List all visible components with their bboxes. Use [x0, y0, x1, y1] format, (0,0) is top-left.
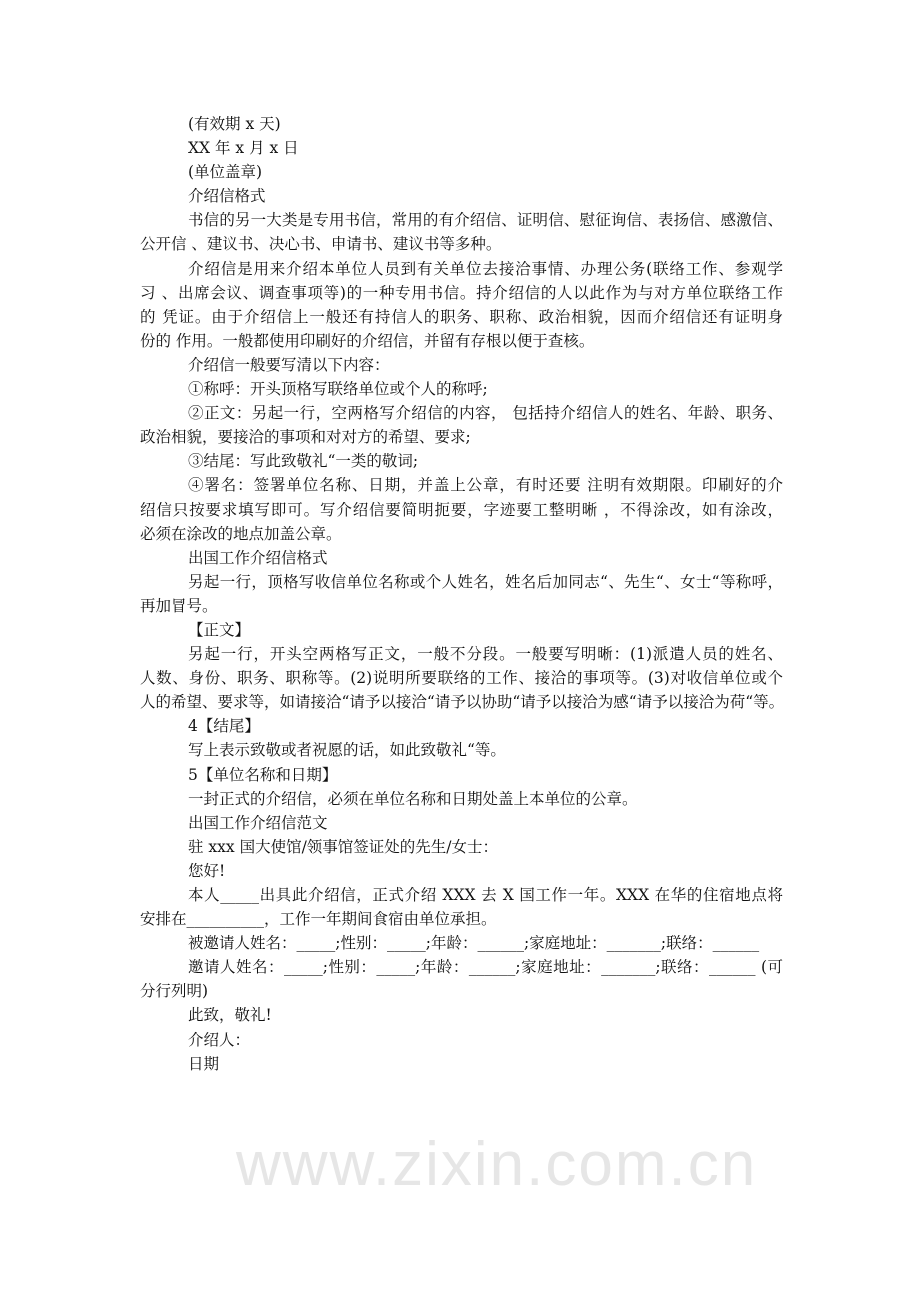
text-line: (单位盖章) — [188, 163, 263, 182]
paragraph — [140, 208, 783, 256]
paragraph — [140, 787, 783, 811]
paragraph — [140, 570, 783, 618]
paragraph — [140, 1028, 783, 1052]
paragraph — [140, 473, 783, 545]
paragraph — [140, 763, 783, 787]
paragraph — [140, 449, 783, 473]
paragraph — [140, 184, 783, 208]
paragraph — [140, 738, 783, 762]
text-line: ③结尾：写此致敬礼“一类的敬词; — [188, 452, 419, 471]
text-line: 一封正式的介绍信，必须在单位名称和日期处盖上本单位的公章。 — [188, 789, 638, 808]
text-line: 此致，敬礼! — [188, 1006, 272, 1025]
text-line: 人数、身份、职务、职称等。(2)说明所要联络的工作、接洽的事项等。(3)对收信单位或个 — [140, 669, 783, 688]
text-line: 介绍信一般要写清以下内容： — [188, 355, 390, 374]
text-line: 再加冒号。 — [140, 596, 218, 615]
text-line: 写上表示致敬或者祝愿的话，如此致敬礼“等。 — [188, 741, 506, 760]
paragraph — [140, 112, 783, 136]
paragraph — [140, 257, 783, 353]
text-line: 被邀请人姓名：_____;性别：_____;年龄：______;家庭地址：_______;联络：______ — [188, 934, 760, 953]
text-line: XX 年 x 月 x 日 — [188, 139, 299, 158]
text-line: 分行列明) — [140, 982, 209, 1001]
text-line: 绍信只按要求填写即可。写介绍信要简明扼要，字迹要工整明晰 ，不得涂改，如有涂改， — [140, 500, 783, 519]
paragraph — [140, 714, 783, 738]
paragraph — [140, 618, 783, 642]
document-body — [140, 112, 783, 1076]
paragraph — [140, 160, 783, 184]
paragraph — [140, 931, 783, 955]
text-line: 另起一行，顶格写收信单位名称或个人姓名，姓名后加同志“、先生“、女士“等称呼， — [188, 572, 783, 591]
text-line: 必须在涂改的地点加盖公章。 — [140, 524, 342, 543]
text-line: 您好! — [188, 861, 226, 880]
text-line: ①称呼：开头顶格写联络单位或个人的称呼; — [188, 380, 488, 399]
text-line: 另起一行，开头空两格写正文，一般不分段。一般要写明晰：(1)派遣人员的姓名、 — [188, 645, 783, 664]
text-line: ④署名：签署单位名称、日期，并盖上公章，有时还要 注明有效期限。印刷好的介 — [188, 476, 783, 495]
text-line: 【正文】 — [188, 620, 251, 639]
text-line: (有效期 x 天) — [188, 115, 281, 133]
text-line: 出国工作介绍信范文 — [188, 813, 328, 832]
text-line: 5【单位名称和日期】 — [188, 765, 338, 784]
paragraph — [140, 835, 783, 859]
paragraph — [140, 883, 783, 931]
text-line: 安排在__________，工作一年期间食宿由单位承担。 — [140, 910, 497, 929]
text-line: 介绍信是用来介绍本单位人员到有关单位去接洽事情、办理公务(联络工作、参观学 — [188, 259, 783, 278]
text-line: 介绍人： — [188, 1030, 251, 1049]
text-line: 4【结尾】 — [188, 717, 260, 736]
paragraph — [140, 1003, 783, 1027]
text-line: 书信的另一大类是专用书信，常用的有介绍信、证明信、慰征询信、表扬信、感激信、 — [188, 211, 783, 230]
text-line: 公开信 、建议书、决心书、申请书、建议书等多种。 — [140, 235, 502, 254]
text-line: 驻 xxx 国大使馆/领事馆签证处的先生/女士： — [188, 837, 499, 856]
text-line: 介绍信格式 — [188, 187, 266, 206]
paragraph — [140, 1052, 783, 1076]
text-line: 份的 作用。一般都使用印刷好的介绍信，并留有存根以便于查核。 — [140, 331, 595, 350]
text-line: 政治相貌，要接洽的事项和对对方的希望、要求; — [140, 428, 471, 447]
paragraph — [140, 955, 783, 1003]
text-line: 日期 — [188, 1054, 220, 1073]
paragraph — [140, 811, 783, 835]
paragraph — [140, 642, 783, 714]
text-line: 出国工作介绍信格式 — [188, 548, 328, 567]
text-line: 本人_____出具此介绍信，正式介绍 XXX 去 X 国工作一年。XXX 在华的住宿地点将 — [188, 886, 783, 904]
text-line: 的 凭证。由于介绍信上一般还有持信人的职务、职称、政治相貌，因而介绍信还有证明身 — [140, 307, 783, 326]
paragraph — [140, 401, 783, 449]
text-line: 习 、出席会议、调查事项等)的一种专用书信。持介绍信的人以此作为与对方单位联络工作 — [140, 283, 783, 302]
paragraph — [140, 859, 783, 883]
paragraph — [140, 546, 783, 570]
text-line: ②正文：另起一行，空两格写介绍信的内容， 包括持介绍信人的姓名、年龄、职务、 — [188, 404, 783, 423]
paragraph — [140, 377, 783, 401]
paragraph — [140, 136, 783, 160]
watermark: www.zixin.com.cn — [236, 1130, 758, 1199]
text-line: 邀请人姓名：_____;性别：_____;年龄：______;家庭地址：_______;联络：______ (可 — [188, 958, 783, 977]
text-line: 人的希望、要求等，如请接洽“请予以接洽“请予以协助“请予以接洽为感“请予以接洽为荷“等。 — [140, 693, 785, 712]
paragraph — [140, 353, 783, 377]
